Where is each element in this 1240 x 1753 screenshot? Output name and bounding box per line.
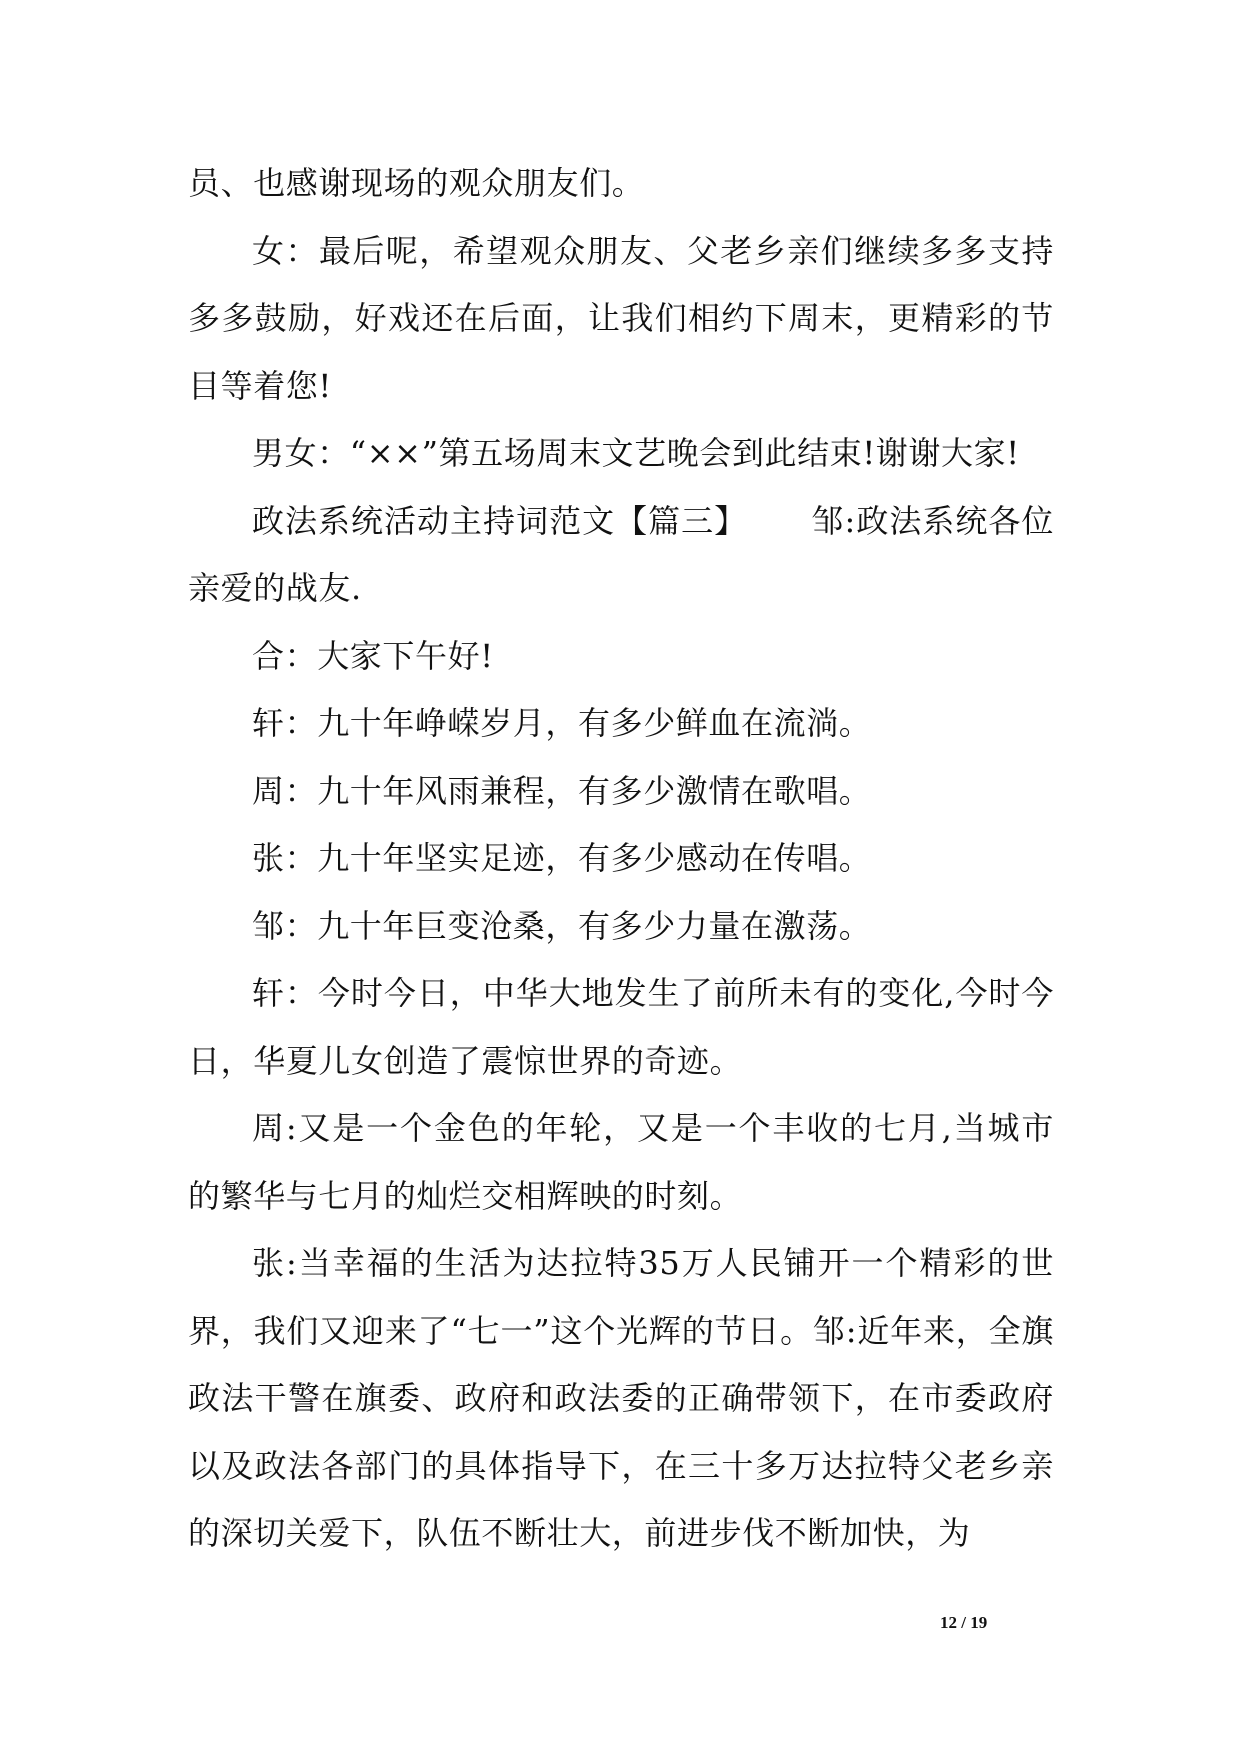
paragraph-4 bbox=[188, 488, 1054, 623]
section-opening-line: 邹:政法系统各位亲爱的战友. bbox=[188, 501, 1054, 607]
section-heading: 政法系统活动主持词范文【篇三】 bbox=[252, 501, 748, 540]
document-body bbox=[188, 150, 1054, 1568]
page-number: 12 / 19 bbox=[940, 1613, 988, 1632]
paragraph-6: 轩：九十年峥嵘岁月，有多少鲜血在流淌。 bbox=[252, 704, 872, 742]
paragraph-1: 员、也感谢现场的观众朋友们。 bbox=[188, 164, 645, 202]
paragraph-5: 合：大家下午好! bbox=[252, 636, 494, 675]
paragraph-8: 张：九十年坚实足迹，有多少感动在传唱。 bbox=[252, 839, 872, 877]
paragraph-9: 邹：九十年巨变沧桑，有多少力量在激荡。 bbox=[252, 906, 872, 945]
paragraph-3: 男女：“××”第五场周末文艺晚会到此结束!谢谢大家! bbox=[252, 434, 1020, 472]
paragraph-2: 女：最后呢，希望观众朋友、父老乡亲们继续多多支持多多鼓励，好戏还在后面，让我们相约下周末，更精彩的节目等着您! bbox=[188, 231, 1054, 405]
paragraph-7: 周：九十年风雨兼程，有多少激情在歌唱。 bbox=[252, 771, 872, 810]
paragraph-11: 周:又是一个金色的年轮，又是一个丰收的七月,当城市的繁华与七月的灿烂交相辉映的时刻。 bbox=[188, 1109, 1054, 1215]
paragraph-10: 轩：今时今日，中华大地发生了前所未有的变化,今时今日，华夏儿女创造了震惊世界的奇迹。 bbox=[188, 974, 1054, 1080]
paragraph-12: 张:当幸福的生活为达拉特35万人民铺开一个精彩的世界，我们又迎来了“七一”这个光辉的节日。邹:近年来，全旗政法干警在旗委、政府和政法委的正确带领下，在市委政府以及政法各部门的具体指导下，在三十多万达拉特父老乡亲的深切关爱下，队伍不断壮大，前进步伐不断加快，为 bbox=[188, 1244, 1054, 1552]
